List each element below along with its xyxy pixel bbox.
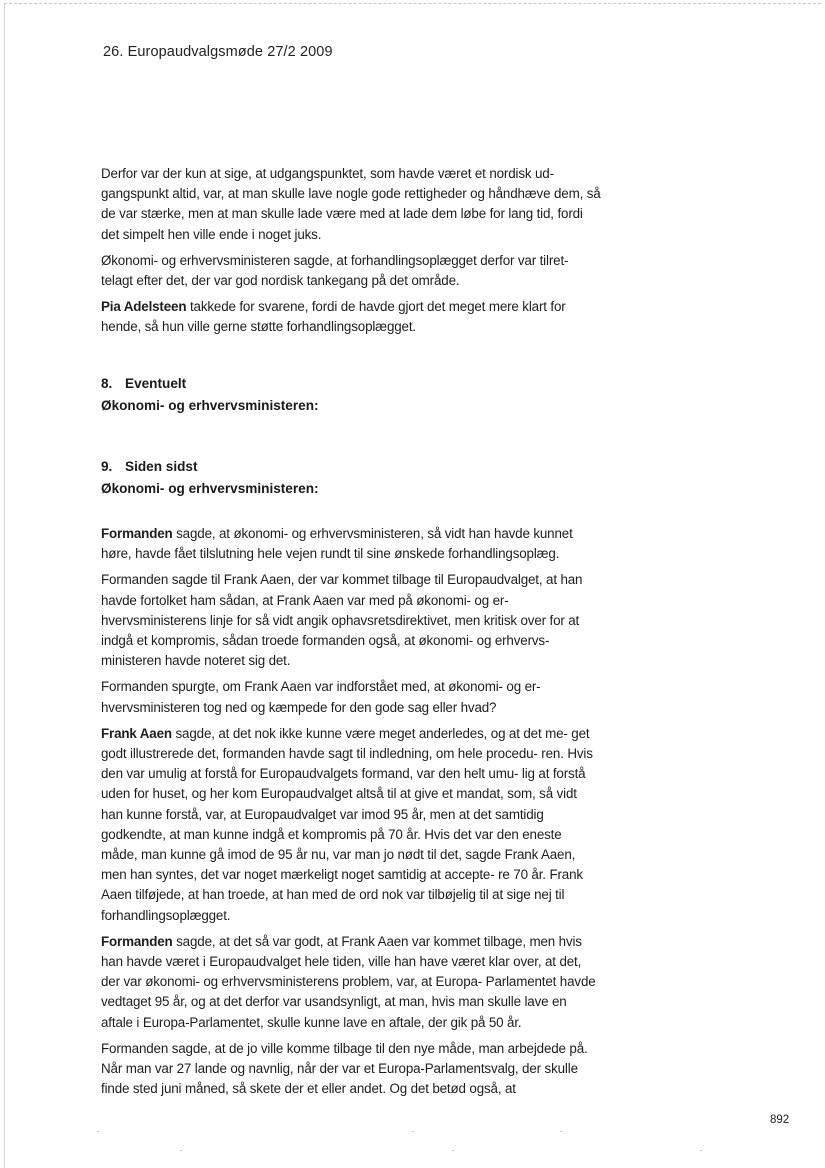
paragraph-text: Formanden sagde til Frank Aaen, der var kommet tilbage til Europaudvalget, at han havde fortolket ham sådan, at Frank Aaen var med på økonomi- og er- hvervsministerens linje for så vidt angik ophavsretsdirektivet, men kritisk over for at indgå et kompromis, sådan troede formanden også, at økonomi- og erhvervs- ministeren havde noteret sig det. <box>101 572 583 669</box>
paragraph <box>101 251 601 291</box>
paragraph-text: Derfor var der kun at sige, at udgangspunktet, som havde været et nordisk ud- gangspunkt altid, var, at man skulle lave nogle gode rettigheder og håndhæve dem, så de var stærke, men at man skulle lade være med at lade dem løbe for lang tid, fordi det simpelt hen ville ende i noget juks. <box>101 166 601 242</box>
scan-speck <box>97 1131 99 1132</box>
speaker-name: Pia Adelsteen <box>101 299 187 315</box>
paragraph-text: sagde, at det nok ikke kunne være meget anderledes, og at det me- get godt illustrerede det, formanden havde sagt til indledning, om hele procedu- ren. Hvis den var umulig at forstå for Europaudvalgets formand, var den helt umu- lig at forstå uden for huset, og her kom Europaudvalget altså til at give et mandat, som, så vidt han kunne forstå, var, at Europaudvalget var imod 95 år, men at det samtidig godkendte, at man kunne indgå et kompromis på 70 år. Hvis det var den eneste måde, man kunne gå imod de 95 år nu, var man jo nødt til det, sagde Frank Aaen, men han syntes, det var noget mærkeligt noget samtidig at accepte- re 70 år. Frank Aaen tilføjede, at han troede, at han med de ord nok var tilbøjelig til at sige nej til forhandlingsoplægget. <box>101 725 593 923</box>
running-head: 26. Europaudvalgsmøde 27/2 2009 <box>103 44 333 60</box>
paragraph-text: takkede for svarene, fordi de havde gjort det meget mere klart for hende, så hun ville gerne støtte forhandlingsoplægget. <box>101 299 566 335</box>
text-block-discussion <box>101 164 601 344</box>
section-subheading: Økonomi- og erhvervsministeren: <box>101 397 319 413</box>
paragraph-text: Økonomi- og erhvervsministeren sagde, at forhandlingsoplægget derfor var tilret- telagt efter det, der var god nordisk tankegang på det område. <box>101 252 569 289</box>
scan-speck <box>560 1131 562 1132</box>
paragraph <box>101 570 601 671</box>
section-9 <box>101 456 601 499</box>
section-8 <box>101 373 601 416</box>
paragraph-text: Formanden spurgte, om Frank Aaen var indforstået med, at økonomi- og er- hvervsministeren tog ned og kæmpede for den gode sag eller hvad? <box>101 679 541 715</box>
paragraph <box>101 932 601 1033</box>
paragraph-text: sagde, at økonomi- og erhvervsministeren, så vidt han havde kunnet høre, havde fået tilslutning hele vejen rundt til sine ønskede forhandlingsoplæg. <box>101 526 573 562</box>
paragraph <box>101 164 601 245</box>
section-heading <box>101 373 601 395</box>
scan-speck <box>452 1150 454 1151</box>
section-heading <box>101 456 601 478</box>
speaker-name: Formanden <box>101 526 173 541</box>
section-title: Siden sidst <box>125 459 198 474</box>
paragraph <box>101 524 601 564</box>
text-block-siden-sidst <box>101 524 601 1105</box>
paragraph-text: Formanden sagde, at de jo ville komme tilbage til den nye måde, man arbejdede på. Når man var 27 lande og navnlig, når der var et Europa-Parlamentsvalg, der skulle finde sted juni måned, så skete der et eller andet. Og det betød også, at <box>101 1040 588 1097</box>
paragraph <box>101 297 601 337</box>
paragraph <box>101 724 601 926</box>
scan-speck <box>700 1150 702 1151</box>
scan-edge-top <box>4 3 821 4</box>
section-number: 8. <box>101 376 113 391</box>
page-number: 892 <box>770 1114 790 1126</box>
speaker-name: Formanden <box>101 933 173 949</box>
section-title: Eventuelt <box>125 376 187 391</box>
paragraph <box>101 1039 601 1100</box>
speaker-name: Frank Aaen <box>101 725 172 741</box>
paragraph-text: sagde, at det så var godt, at Frank Aaen var kommet tilbage, men hvis han havde været i Europaudvalget hele tiden, ville han have været klar over, at det, der var økonomi- og erhvervsministerens problem, var, at Europa- Parlamentet havde vedtaget 95 år, og at det derfor var usandsynligt, at man, hvis man skulle lave en aftale i Europa-Parlamentet, skulle kunne lave en aftale, der gik på 50 år. <box>101 933 596 1030</box>
section-number: 9. <box>101 459 113 474</box>
scan-speck <box>180 1150 182 1151</box>
scan-edge-left <box>4 3 5 1168</box>
paragraph <box>101 677 601 717</box>
scan-speck <box>412 1131 414 1132</box>
section-subheading: Økonomi- og erhvervsministeren: <box>101 480 319 496</box>
